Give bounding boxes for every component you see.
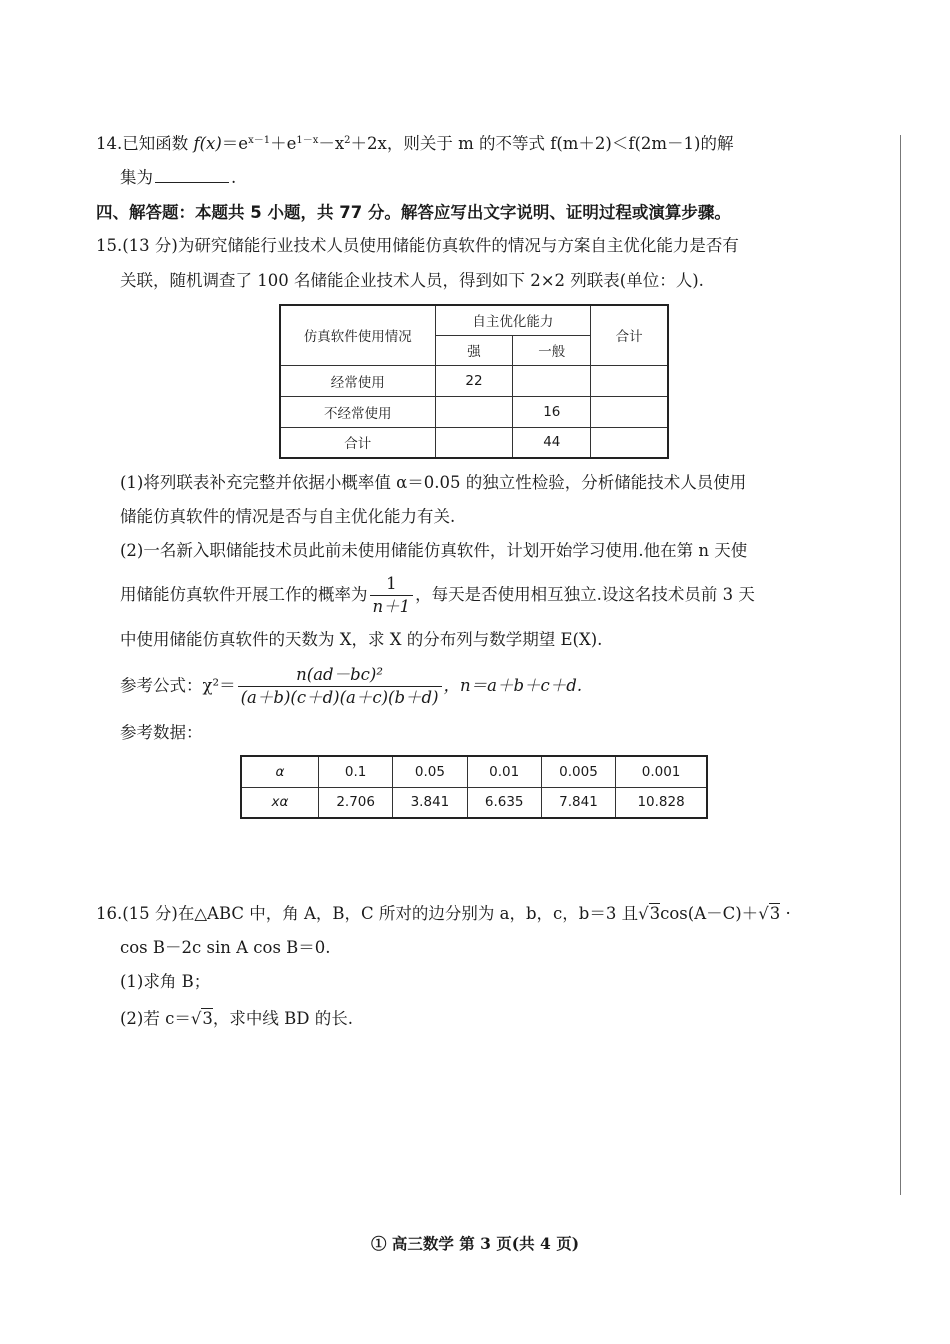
fraction-numerator: 1 (370, 574, 414, 596)
q14-func: f(x) (193, 134, 222, 153)
q15-part2-line3: 中使用储能仿真软件的天数为 X，求 X 的分布列与数学期望 E(X). (120, 630, 603, 649)
cell-strong: 22 (435, 365, 513, 396)
cell-normal: 16 (513, 396, 591, 427)
reference-formula (120, 664, 582, 708)
q14-line1 (96, 133, 733, 155)
q16-part2-pre: (2)若 c＝ (120, 1009, 191, 1028)
q15-part2-line2-post: ，每天是否使用相互独立.设这名技术员前 3 天 (415, 585, 755, 604)
x-value: 3.841 (393, 787, 467, 818)
q15-part2-line2-pre: 用储能仿真软件开展工作的概率为 (120, 585, 368, 604)
row-label: 合计 (280, 427, 435, 458)
cell-normal (513, 365, 591, 396)
table-row (280, 427, 668, 458)
q16-part2: (2)若 c＝√3，求中线 BD 的长. (120, 1009, 353, 1028)
row-label: 经常使用 (280, 365, 435, 396)
row-label: 不经常使用 (280, 396, 435, 427)
sqrt-three: 3 (202, 1009, 213, 1028)
chi-square-fraction (238, 665, 442, 708)
alpha-value: 0.1 (319, 756, 393, 787)
q14-rest: ＋2x，则关于 m 的不等式 f(m＋2)＜f(2m－1)的解 (350, 134, 734, 153)
contingency-table (279, 304, 669, 459)
q16-line1-mid: cos(A－C)＋ (660, 904, 759, 923)
probability-fraction (370, 574, 414, 617)
q14-minus-x: －x (318, 134, 345, 153)
sqrt-three: 3 (649, 904, 661, 923)
table-col-normal: 一般 (513, 335, 591, 365)
x-value: 2.706 (319, 787, 393, 818)
q14-eq: ＝e (221, 134, 249, 153)
q14-line2-end: . (231, 168, 237, 187)
cell-total (591, 427, 668, 458)
cell-strong (435, 396, 513, 427)
alpha-value: 0.01 (467, 756, 541, 787)
table-row (280, 365, 668, 396)
table-col-strong: 强 (435, 335, 513, 365)
alpha-label: α (241, 756, 319, 787)
q14-line2 (120, 167, 236, 189)
cell-total (591, 365, 668, 396)
q16-line1-end: · (780, 904, 791, 923)
table-row (280, 396, 668, 427)
q14-exp1: x－1 (248, 135, 271, 146)
answer-blank (155, 168, 229, 183)
q16-part2-post: ，求中线 BD 的长. (212, 1009, 353, 1028)
formula-label: 参考公式：χ²＝ (120, 676, 236, 695)
fraction-denominator: n＋1 (372, 597, 411, 616)
q14-exp2: 1－x (296, 135, 319, 146)
table-header-usage: 仿真软件使用情况 (280, 305, 435, 365)
q16-part1: (1)求角 B； (120, 972, 211, 991)
x-value: 6.635 (467, 787, 541, 818)
q15-part1-line1: (1)将列联表补充完整并依据小概率值 α＝0.05 的独立性检验，分析储能技术人员使用 (120, 473, 747, 492)
q16-line2: cos B－2c sin A cos B＝0. (120, 938, 331, 957)
reference-data-label: 参考数据： (120, 723, 203, 742)
formula-post: ，n＝a＋b＋c＋d. (443, 676, 583, 695)
q14-sq: 2 (344, 135, 351, 146)
x-value: 10.828 (616, 787, 707, 818)
q15-part2-line2 (120, 573, 755, 617)
table-header-total: 合计 (591, 305, 668, 365)
cell-strong (435, 427, 513, 458)
x-value: 7.841 (541, 787, 615, 818)
formula-numerator: n(ad－bc)² (238, 665, 442, 687)
sqrt-three: 3 (769, 904, 781, 923)
section4-title: 四、解答题：本题共 5 小题，共 77 分。解答应写出文字说明、证明过程或演算步骤。 (96, 203, 731, 222)
table-header-ability: 自主优化能力 (435, 305, 591, 335)
q14-plus-e: ＋e (270, 134, 297, 153)
q14-label: 14.已知函数 (96, 134, 189, 153)
q16-line1: 16.(15 分)在△ABC 中，角 A，B，C 所对的边分别为 a，b，c，b＝3 且√3cos(A－C)＋√3 · (96, 904, 791, 923)
page-footer: ① 高三数学 第 3 页(共 4 页) (370, 1234, 580, 1253)
q15-line2: 关联，随机调查了 100 名储能企业技术人员，得到如下 2×2 列联表(单位：人). (120, 271, 704, 290)
q15-part2-line1: (2)一名新入职储能技术员此前未使用储能仿真软件，计划开始学习使用.他在第 n 天使 (120, 541, 748, 560)
cell-normal: 44 (513, 427, 591, 458)
cell-total (591, 396, 668, 427)
right-margin-rule (900, 135, 901, 1195)
q14-line2-text: 集为 (120, 168, 153, 187)
q15-part1-line2: 储能仿真软件的情况是否与自主优化能力有关. (120, 507, 456, 526)
q16-line1-pre: 16.(15 分)在△ABC 中，角 A，B，C 所对的边分别为 a，b，c，b＝3 且 (96, 904, 639, 923)
alpha-value: 0.001 (616, 756, 707, 787)
alpha-value: 0.05 (393, 756, 467, 787)
alpha-value: 0.005 (541, 756, 615, 787)
q15-line1: 15.(13 分)为研究储能行业技术人员使用储能仿真软件的情况与方案自主优化能力是否有 (96, 236, 739, 255)
formula-denominator: (a＋b)(c＋d)(a＋c)(b＋d) (240, 688, 439, 707)
reference-data-table (240, 755, 708, 819)
x-alpha-label: xα (241, 787, 319, 818)
